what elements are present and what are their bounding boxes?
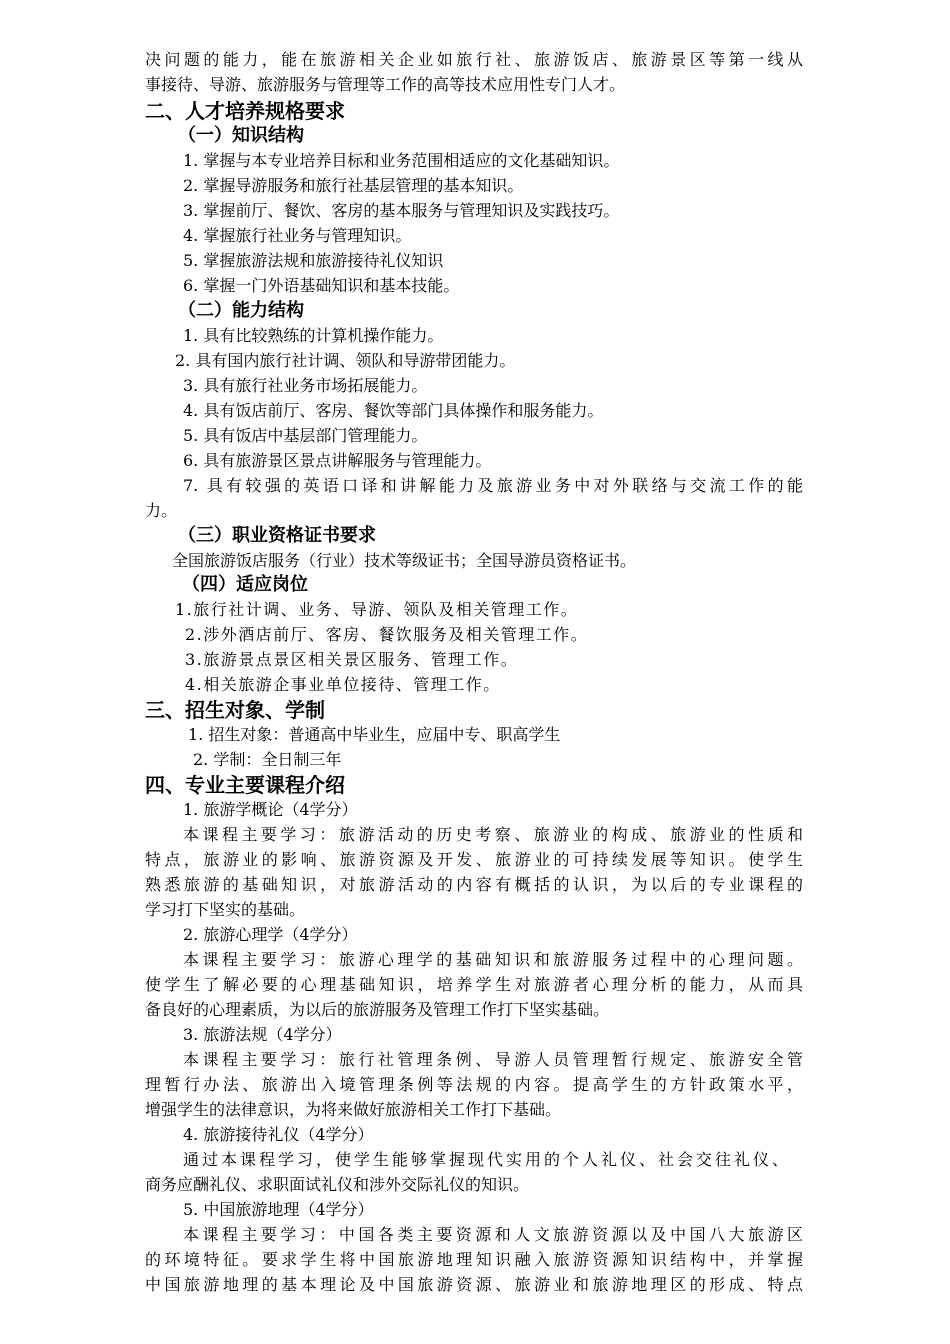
- course-1-line-3: 熟悉旅游的基础知识，对旅游活动的内容有概括的认识，为以后的专业课程的: [145, 875, 803, 894]
- course-2-line-2: 使学生了解必要的心理基础知识，培养学生对旅游者心理分析的能力，从而具: [145, 975, 803, 994]
- position-item-4: 4.相关旅游企事业单位接待、管理工作。: [185, 675, 501, 694]
- section-heading-3: 三、招生对象、学制: [145, 698, 325, 722]
- course-title-1: 1. 旅游学概论（4学分）: [183, 800, 358, 819]
- enrollment-target: 1. 招生对象：普通高中毕业生，应届中专、职高学生: [188, 725, 561, 744]
- course-3-line-3: 增强学生的法律意识，为将来做好旅游相关工作打下基础。: [145, 1100, 562, 1119]
- knowledge-item-2: 2. 掌握导游服务和旅行社基层管理的基本知识。: [183, 176, 524, 195]
- course-title-4: 4. 旅游接待礼仪（4学分）: [183, 1125, 374, 1144]
- course-4-line-2: 商务应酬礼仪、求职面试礼仪和涉外交际礼仪的知识。: [145, 1175, 530, 1194]
- course-title-2: 2. 旅游心理学（4学分）: [183, 925, 358, 944]
- position-item-2: 2.涉外酒店前厅、客房、餐饮服务及相关管理工作。: [185, 625, 589, 644]
- ability-item-4: 4. 具有饭店前厅、客房、餐饮等部门具体操作和服务能力。: [183, 401, 604, 420]
- ability-item-2: 2. 具有国内旅行社计调、领队和导游带团能力。: [175, 351, 516, 370]
- subsection-heading-knowledge: （一）知识结构: [178, 125, 304, 146]
- knowledge-item-6: 6. 掌握一门外语基础知识和基本技能。: [183, 276, 460, 295]
- course-5-line-3: 中国旅游地理的基本理论及中国旅游资源、旅游业和旅游地理区的形成、特点: [145, 1275, 803, 1294]
- position-item-1: 1.旅行社计调、业务、导游、领队及相关管理工作。: [175, 600, 579, 619]
- certificate-text: 全国旅游饭店服务（行业）技术等级证书；全国导游员资格证书。: [172, 551, 637, 570]
- course-title-5: 5. 中国旅游地理（4学分）: [183, 1200, 374, 1219]
- course-5-line-2: 的环境特征。要求学生将中国旅游地理知识融入旅游资源知识结构中，并掌握: [145, 1250, 803, 1269]
- course-3-line-2: 理暂行办法、旅游出入境管理条例等法规的内容。提高学生的方针政策水平，: [145, 1075, 803, 1094]
- subsection-heading-ability: （二）能力结构: [178, 300, 304, 321]
- ability-item-7: 7. 具有较强的英语口译和讲解能力及旅游业务中对外联络与交流工作的能: [183, 476, 803, 495]
- intro-line-2: 事接待、导游、旅游服务与管理等工作的高等技术应用性专门人才。: [145, 75, 626, 94]
- subsection-heading-positions: （四）适应岗位: [182, 574, 308, 595]
- course-2-line-3: 备良好的心理素质，为以后的旅游服务及管理工作打下坚实基础。: [145, 1000, 610, 1019]
- course-title-3: 3. 旅游法规（4学分）: [183, 1025, 342, 1044]
- study-system: 2. 学制：全日制三年: [193, 750, 342, 769]
- course-5-line-1: 本课程主要学习：中国各类主要资源和人文旅游资源以及中国八大旅游区: [183, 1225, 803, 1244]
- course-1-line-1: 本课程主要学习：旅游活动的历史考察、旅游业的构成、旅游业的性质和: [183, 825, 803, 844]
- subsection-heading-certificate: （三）职业资格证书要求: [178, 525, 376, 546]
- ability-item-6: 6. 具有旅游景区景点讲解服务与管理能力。: [183, 451, 492, 470]
- knowledge-item-3: 3. 掌握前厅、餐饮、客房的基本服务与管理知识及实践技巧。: [183, 201, 620, 220]
- course-1-line-2: 特点，旅游业的影响、旅游资源及开发、旅游业的可持续发展等知识。使学生: [145, 850, 803, 869]
- course-3-line-1: 本课程主要学习：旅行社管理条例、导游人员管理暂行规定、旅游安全管: [183, 1050, 803, 1069]
- course-2-line-1: 本课程主要学习：旅游心理学的基础知识和旅游服务过程中的心理问题。: [183, 950, 803, 969]
- ability-item-7-cont: 力。: [145, 501, 178, 520]
- position-item-3: 3.旅游景点景区相关景区服务、管理工作。: [185, 650, 519, 669]
- knowledge-item-1: 1. 掌握与本专业培养目标和业务范围相适应的文化基础知识。: [183, 151, 620, 170]
- ability-item-3: 3. 具有旅行社业务市场拓展能力。: [183, 376, 428, 395]
- course-1-line-4: 学习打下坚实的基础。: [145, 900, 306, 919]
- course-4-line-1: 通过本课程学习，使学生能够掌握现代实用的个人礼仪、社会交往礼仪、: [183, 1150, 788, 1169]
- ability-item-5: 5. 具有饭店中基层部门管理能力。: [183, 426, 428, 445]
- knowledge-item-5: 5. 掌握旅游法规和旅游接待礼仪知识: [183, 251, 444, 270]
- section-heading-4: 四、专业主要课程介绍: [145, 773, 345, 797]
- intro-line-1: 决问题的能力，能在旅游相关企业如旅行社、旅游饭店、旅游景区等第一线从: [145, 50, 803, 69]
- ability-item-1: 1. 具有比较熟练的计算机操作能力。: [183, 326, 444, 345]
- section-heading-2: 二、人才培养规格要求: [145, 99, 345, 123]
- knowledge-item-4: 4. 掌握旅行社业务与管理知识。: [183, 226, 412, 245]
